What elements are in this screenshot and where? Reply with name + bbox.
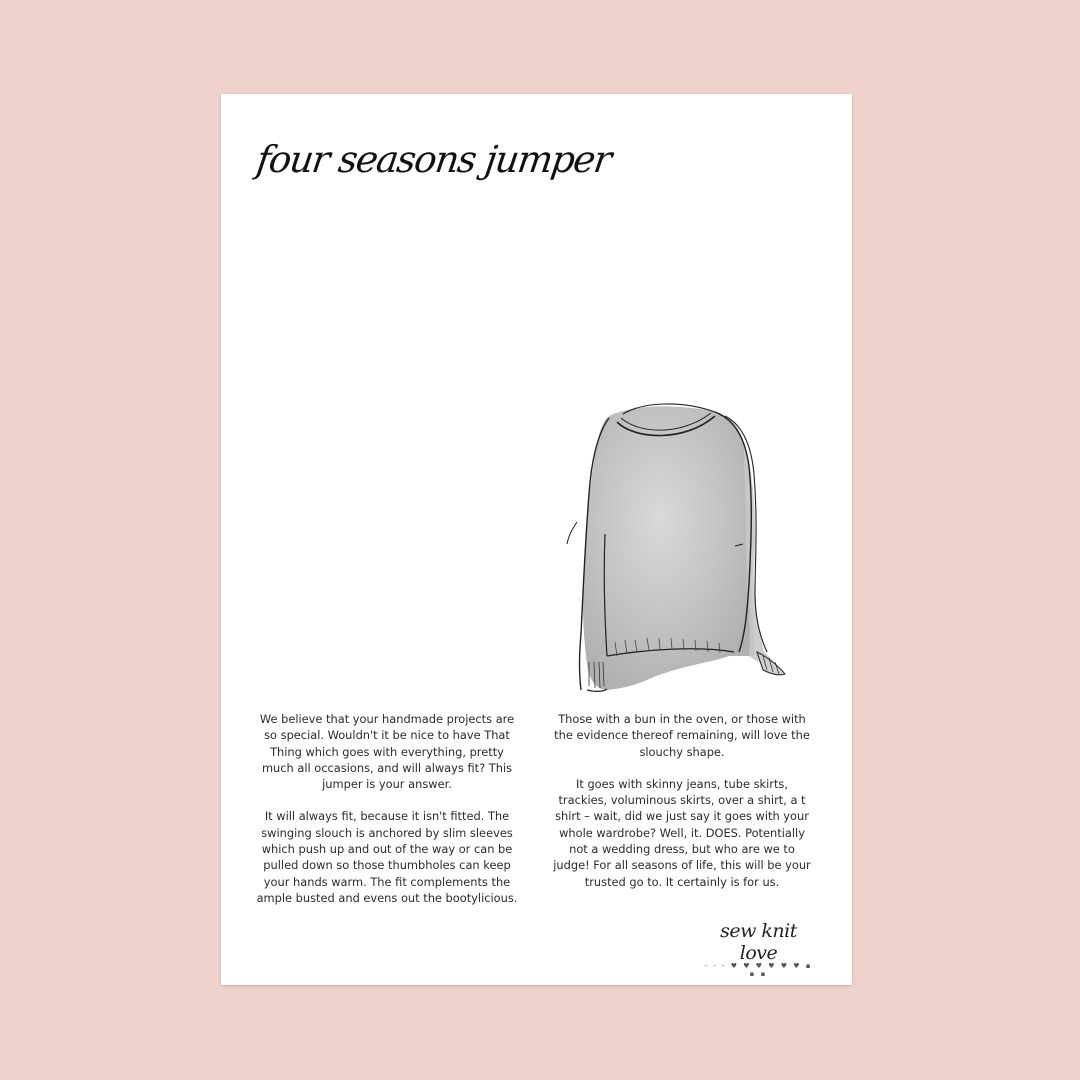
pattern-title: four seasons jumper xyxy=(253,138,614,181)
description-left-column xyxy=(256,711,518,922)
paragraph: Those with a bun in the oven, or those with the evidence thereof remaining, will love the slouchy shape. xyxy=(554,712,810,759)
paragraph: It will always fit, because it isn't fitted. The swinging slouch is anchored by slim sleeves which push up and out of the way or can be pulled down so those thumbholes can keep your hands warm. The fit complements the ample busted and evens out the bootylicious. xyxy=(256,809,518,905)
pattern-sheet xyxy=(221,94,852,985)
jumper-sketch-icon xyxy=(539,394,789,699)
brand-ornament: - - - ♥ ♥ ♥ ♥ ♥ ♥ ▪ ▪ ▪ xyxy=(704,962,813,978)
brand-name: sew knit love xyxy=(720,920,797,964)
paragraph: It goes with skinny jeans, tube skirts, trackies, voluminous skirts, over a shirt, a t shirt – wait, did we just say it goes with your whole wardrobe? Well, it. DOES. Potentially not a wedding dress, but who are we to judge! For all seasons of life, this will be your trusted go to. It certainly is for us. xyxy=(553,776,811,889)
description-right-column xyxy=(551,711,813,906)
brand-logo xyxy=(701,920,816,978)
paragraph: We believe that your handmade projects are so special. Wouldn't it be nice to have That Thing which goes with everything, pretty much all occasions, and will always fit? This jumper is your answer. xyxy=(259,712,515,792)
